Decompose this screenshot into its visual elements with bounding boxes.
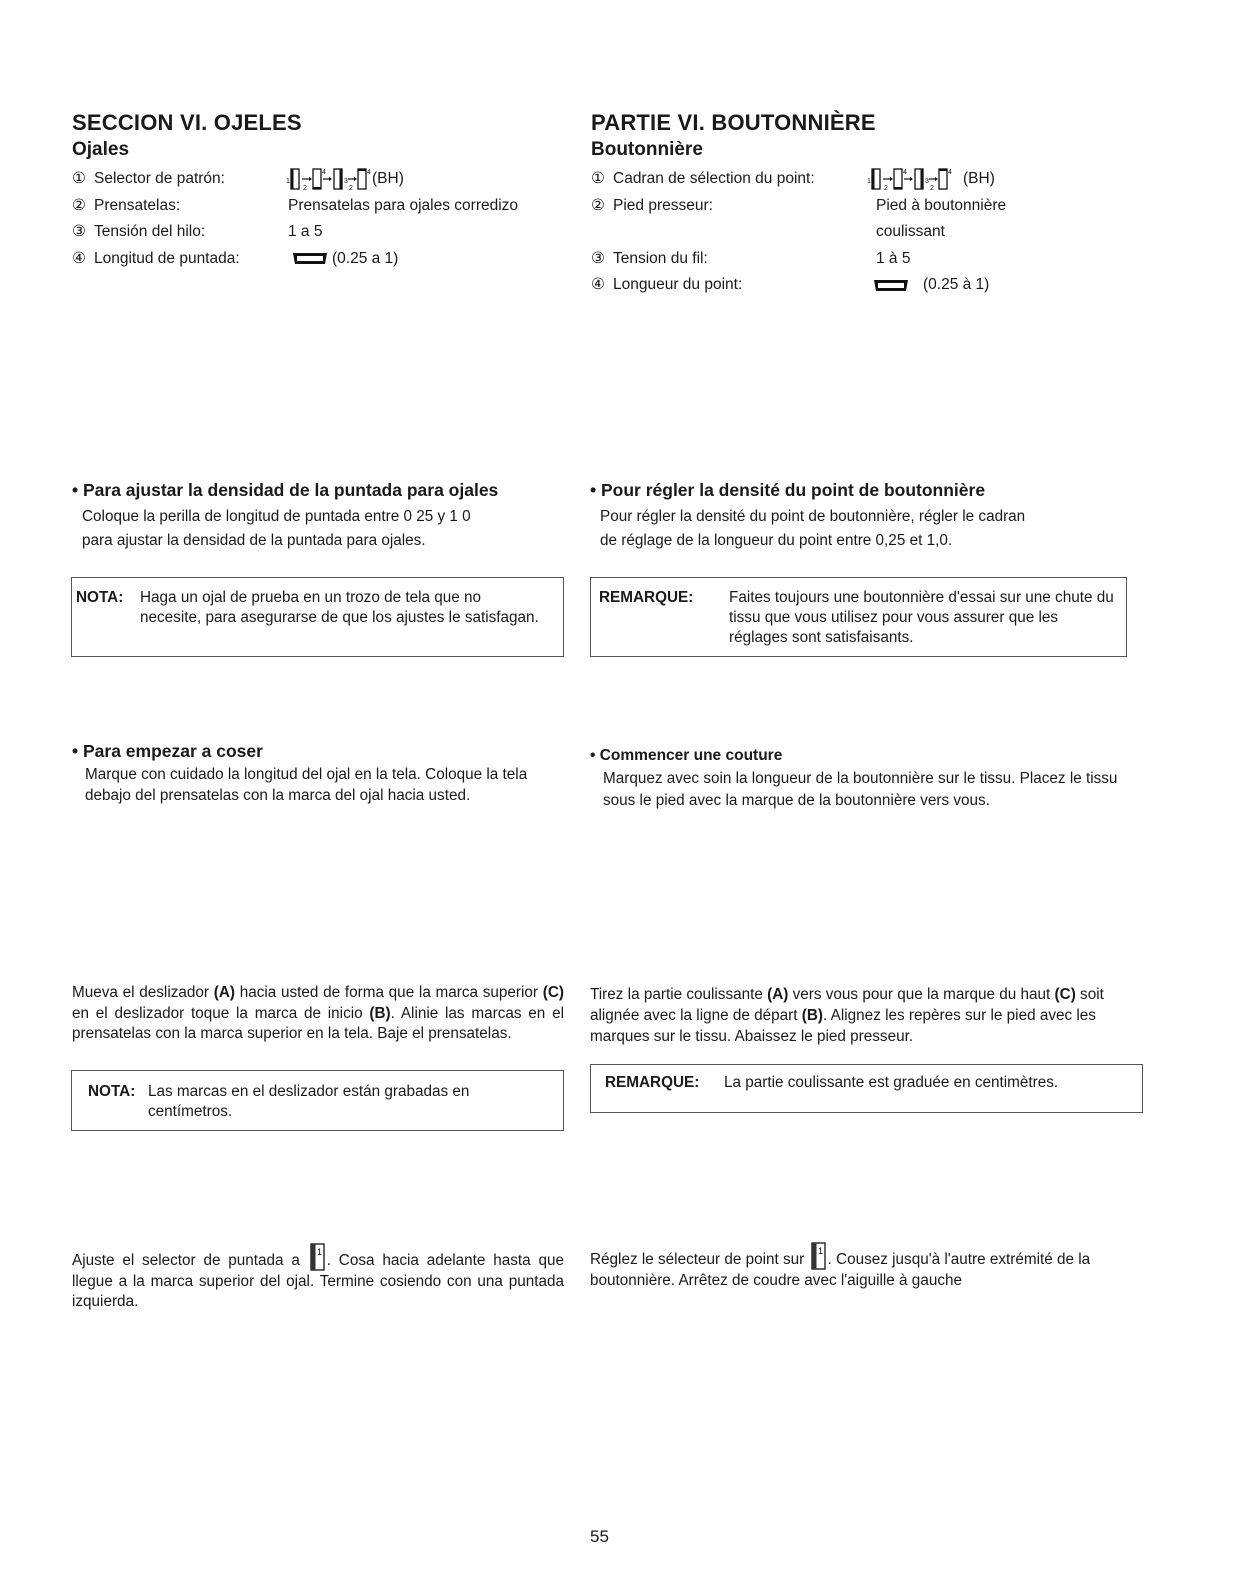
note-text: Las marcas en el deslizador están grabadas en centímetros. (148, 1083, 470, 1120)
spec-label: Selector de patrón: (94, 170, 225, 187)
spec-value-text: (BH) (963, 170, 995, 188)
density-text (600, 505, 1140, 553)
density-line: de réglage de la longueur du point entre 0,25 et 1,0. (600, 532, 953, 549)
label-b: (B) (369, 1004, 391, 1022)
spec-row-presser-foot-cont (591, 219, 1151, 246)
stitch-selector-1-icon (811, 1242, 826, 1270)
note-text: Faites toujours une boutonnière d'essai sur une chute du tissu que vous utilisez pour vous assurer que les réglages sont satisfaisants. (729, 589, 1114, 646)
spec-value: coulissant (876, 223, 945, 240)
label-c: (C) (542, 984, 564, 1001)
spec-row-stitch-length (72, 246, 572, 273)
label-b: (B) (801, 1007, 824, 1024)
note-label: REMARQUE: (605, 1074, 700, 1091)
stitch-selector-1-icon (310, 1243, 325, 1271)
stitch-length-range-icon (292, 250, 328, 266)
slider-instructions: Tirez la partie coulissante (A) vers vous pour que la marque du haut (C) soit alignée avec la ligne de départ (B). Alignez les repères sur le pied avec les marques sur le tissu. Abaissez le pied presseur. (590, 986, 1104, 1045)
start-text: Marque con cuidado la longitud del ojal en la tela. Coloque la tela debajo del prensatelas con la marca del ojal hacia usted. (85, 766, 528, 804)
spec-label: Prensatelas: (94, 196, 181, 214)
spec-value (873, 272, 989, 299)
label-c: (C) (1054, 986, 1076, 1003)
density-heading: • Pour régler la densité du point de boutonnière (590, 480, 986, 500)
spec-value-text: (BH) (372, 170, 404, 188)
spec-label: Longueur du point: (613, 276, 743, 293)
spec-value-text: (0.25 à 1) (923, 276, 990, 293)
buttonhole-pattern-sequence-icon (867, 166, 953, 192)
label-a: (A) (213, 984, 235, 1001)
note-text: La partie coulissante est graduée en centimètres. (724, 1074, 1059, 1091)
final-instructions: Réglez le sélecteur de point sur . Cousez jusqu'à l'autre extrémité de la boutonnière. Arrêtez de coudre avec l'aiguille à gauche (590, 1242, 1135, 1291)
note-label: REMARQUE: (599, 589, 694, 606)
spec-row-thread-tension (591, 246, 1151, 273)
start-heading: • Commencer une couture (590, 747, 783, 764)
spec-row-stitch-length (591, 272, 1151, 299)
spec-label: Tensión del hilo: (94, 223, 206, 240)
spec-list (591, 166, 1151, 299)
spec-number: ① (591, 170, 605, 187)
note-text: Haga un ojal de prueba en un trozo de tela que no necesite, para asegurarse de que los ajustes le satisfagan. (140, 589, 539, 626)
spec-number: ① (72, 170, 86, 187)
spec-number: ② (72, 196, 86, 214)
spec-row-pattern-selector (72, 166, 572, 193)
note-box (590, 1064, 1143, 1113)
final-instructions: Ajuste el selector de puntada a . Cosa hacia adelante hasta que llegue a la marca superior del ojal. Termine cosiendo con una puntada izquierda. (72, 1243, 564, 1313)
spec-value (286, 166, 404, 193)
start-text: Marquez avec soin la longueur de la boutonnière sur le tissu. Placez le tissu sous le pied avec la marque de la boutonnière vers vous. (603, 770, 1118, 809)
spec-number: ③ (591, 249, 605, 267)
density-text (82, 505, 572, 553)
note-label: NOTA: (76, 589, 124, 606)
density-line: para ajustar la densidad de la puntada para ojales. (82, 532, 426, 549)
spec-row-presser-foot (72, 193, 572, 220)
spec-value: Pied à boutonnière (876, 196, 1007, 214)
note-label: NOTA: (88, 1083, 136, 1100)
spec-number: ④ (591, 276, 605, 293)
spec-label: Longitud de puntada: (94, 249, 240, 267)
subtitle: Boutonnière (591, 139, 703, 160)
start-heading: • Para empezar a coser (72, 741, 263, 761)
spec-value: Prensatelas para ojales corredizo (288, 196, 519, 214)
spec-list (72, 166, 572, 272)
density-heading: • Para ajustar la densidad de la puntada para ojales (72, 480, 499, 500)
spec-row-presser-foot (591, 193, 1151, 220)
spec-number: ④ (72, 249, 86, 267)
spec-value (867, 166, 995, 193)
spec-number: ② (591, 196, 605, 214)
stitch-length-range-icon (873, 277, 909, 293)
section-title: SECCION VI. OJELES (72, 110, 302, 135)
note-box (590, 577, 1127, 657)
density-line: Coloque la perilla de longitud de puntada entre 0 25 y 1 0 (82, 508, 471, 525)
spec-value: 1 à 5 (876, 249, 911, 267)
buttonhole-pattern-sequence-icon (286, 166, 372, 192)
spec-value: 1 a 5 (288, 223, 323, 240)
spec-label: Cadran de sélection du point: (613, 170, 815, 187)
section-title: PARTIE VI. BOUTONNIÈRE (591, 110, 876, 135)
note-box (71, 577, 564, 657)
spec-row-thread-tension (72, 219, 572, 246)
subtitle: Ojales (72, 139, 130, 160)
spec-row-pattern-selector (591, 166, 1151, 193)
spec-number: ③ (72, 223, 86, 240)
density-line: Pour régler la densité du point de boutonnière, régler le cadran (600, 508, 1026, 525)
spec-value-text: (0.25 a 1) (332, 249, 399, 267)
spec-value (292, 246, 398, 273)
spec-label: Tension du fil: (613, 249, 708, 267)
slider-instructions: Mueva el deslizador (A) hacia usted de forma que la marca superior (C) en el deslizador toque la marca de inicio (B). Alinie las marcas en el prensatelas con la marca superior en la tela. Baje el prensatelas. (72, 984, 564, 1042)
spec-label: Pied presseur: (613, 196, 713, 214)
page-number: 55 (590, 1527, 609, 1546)
note-box (71, 1070, 564, 1131)
label-a: (A) (767, 986, 789, 1003)
